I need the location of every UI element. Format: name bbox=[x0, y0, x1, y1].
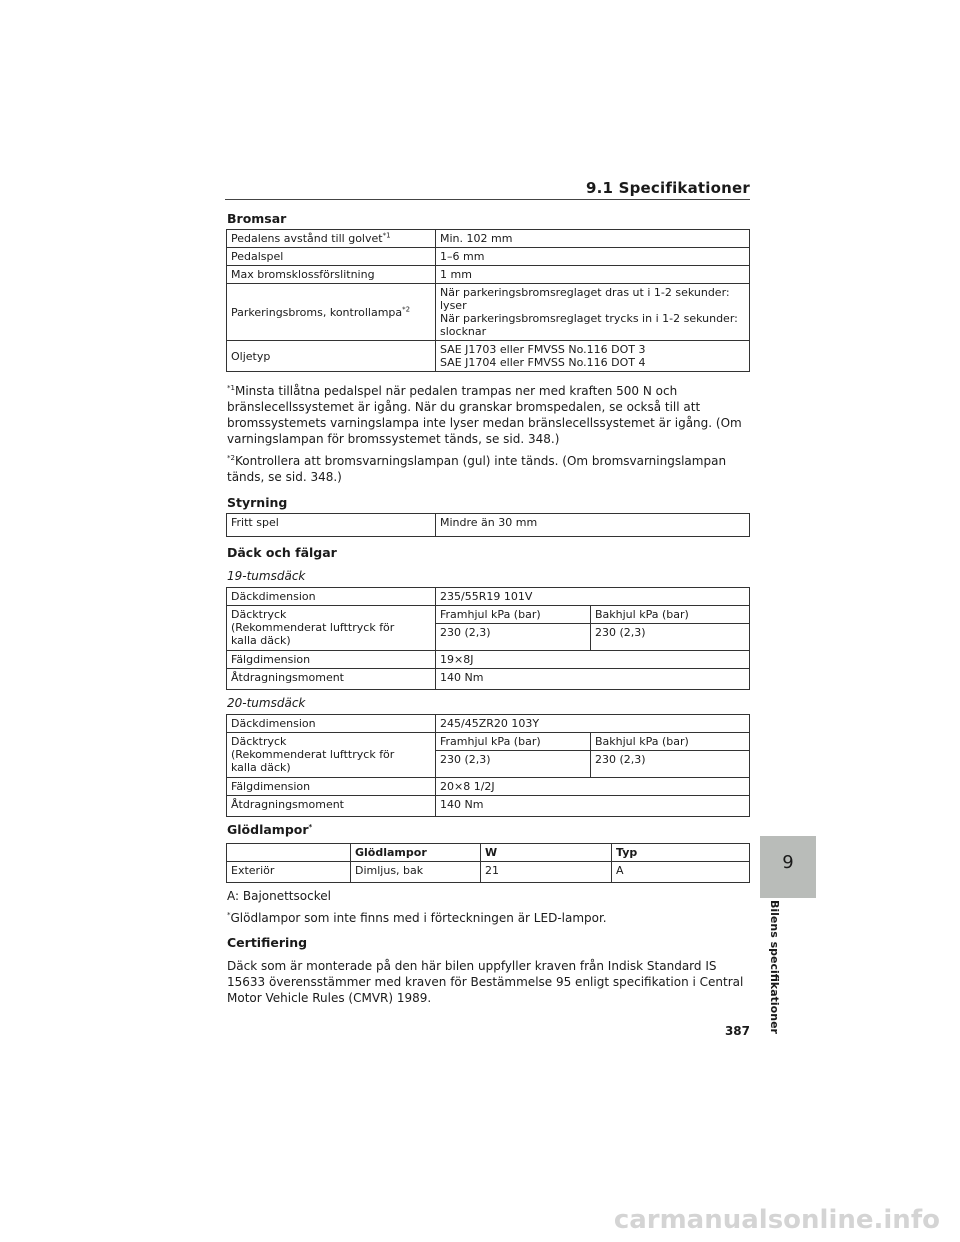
table-cell: Mindre än 30 mm bbox=[436, 514, 750, 537]
table-row bbox=[227, 844, 750, 862]
tire-19-table bbox=[226, 587, 750, 690]
table-cell: 230 (2,3) bbox=[591, 624, 750, 651]
table-cell: Fritt spel bbox=[227, 514, 436, 537]
table-cell: Fälgdimension bbox=[227, 778, 436, 796]
watermark: carmanualsonline.info bbox=[613, 1205, 940, 1235]
table-header: W bbox=[481, 844, 612, 862]
certification-text: Däck som är monterade på den här bilen uppfyller kraven från Indisk Standard IS 15633 överensstämmer med kraven för Bestämmelse 95 enligt specifikation i Central Motor Vehicle Rules (CMVR) 1989. bbox=[227, 959, 744, 1005]
bulbs-heading: Glödlampor* bbox=[227, 822, 313, 837]
certification-heading: Certifiering bbox=[227, 935, 308, 950]
steering-heading: Styrning bbox=[227, 495, 288, 510]
table-cell: Pedalspel bbox=[227, 248, 436, 266]
table-cell: 140 Nm bbox=[436, 796, 750, 817]
table-cell: Exteriör bbox=[227, 862, 351, 883]
table-cell: Däcktryck (Rekommenderat lufttryck för kalla däck) bbox=[227, 606, 436, 651]
table-row bbox=[227, 651, 750, 669]
bulbs-table bbox=[226, 843, 750, 883]
table-row bbox=[227, 248, 750, 266]
table-cell: 230 (2,3) bbox=[436, 751, 591, 778]
tire-19-title: 19-tumsdäck bbox=[227, 569, 306, 583]
table-cell: 235/55R19 101V bbox=[436, 588, 750, 606]
brakes-heading: Bromsar bbox=[227, 211, 287, 226]
table-cell: Åtdragningsmoment bbox=[227, 669, 436, 690]
table-row bbox=[227, 230, 750, 248]
table-row bbox=[227, 796, 750, 817]
tires-heading: Däck och fälgar bbox=[227, 545, 337, 560]
bulbs-legend: A: Bajonettsockel bbox=[227, 889, 331, 903]
table-row bbox=[227, 669, 750, 690]
table-cell: Framhjul kPa (bar) bbox=[436, 606, 591, 624]
table-cell: Däckdimension bbox=[227, 715, 436, 733]
table-cell: 19×8J bbox=[436, 651, 750, 669]
table-row bbox=[227, 606, 750, 624]
table-cell: Framhjul kPa (bar) bbox=[436, 733, 591, 751]
table-row bbox=[227, 341, 750, 372]
tire-20-title: 20-tumsdäck bbox=[227, 696, 306, 710]
table-cell: Max bromsklossförslitning bbox=[227, 266, 436, 284]
table-cell: Dimljus, bak bbox=[351, 862, 481, 883]
chapter-label: Bilens specifikationer bbox=[768, 900, 781, 1034]
table-row bbox=[227, 733, 750, 751]
bulbs-footnote: *Glödlampor som inte finns med i förteckningen är LED-lampor. bbox=[227, 911, 607, 925]
tire-20-table bbox=[226, 714, 750, 817]
table-cell: Däcktryck (Rekommenderat lufttryck för kalla däck) bbox=[227, 733, 436, 778]
table-cell: Pedalens avstånd till golvet$^{*1}$ bbox=[227, 230, 436, 248]
steering-table bbox=[226, 513, 750, 537]
page-header-title: 9.1 Specifikationer bbox=[586, 179, 750, 197]
table-cell: 1 mm bbox=[436, 266, 750, 284]
table-cell: Åtdragningsmoment bbox=[227, 796, 436, 817]
table-cell: A bbox=[612, 862, 750, 883]
table-row bbox=[227, 588, 750, 606]
table-row bbox=[227, 284, 750, 341]
table-cell: 140 Nm bbox=[436, 669, 750, 690]
table-cell: När parkeringsbromsreglaget dras ut i 1-2 sekunder: lyser När parkeringsbromsreglaget trycks in i 1-2 sekunder: slocknar bbox=[436, 284, 750, 341]
table-cell: Oljetyp bbox=[227, 341, 436, 372]
table-cell: Bakhjul kPa (bar) bbox=[591, 733, 750, 751]
table-header: Typ bbox=[612, 844, 750, 862]
table-cell: Fälgdimension bbox=[227, 651, 436, 669]
table-cell: 230 (2,3) bbox=[436, 624, 591, 651]
table-cell: Bakhjul kPa (bar) bbox=[591, 606, 750, 624]
table-cell: Däckdimension bbox=[227, 588, 436, 606]
table-cell: 1–6 mm bbox=[436, 248, 750, 266]
table-row bbox=[227, 715, 750, 733]
header-divider bbox=[225, 199, 750, 200]
table-cell: 245/45ZR20 103Y bbox=[436, 715, 750, 733]
table-header: Glödlampor bbox=[351, 844, 481, 862]
page-number: 387 bbox=[724, 1024, 750, 1038]
table-cell: SAE J1703 eller FMVSS No.116 DOT 3 SAE J1704 eller FMVSS No.116 DOT 4 bbox=[436, 341, 750, 372]
table-cell: Min. 102 mm bbox=[436, 230, 750, 248]
brakes-table bbox=[226, 229, 750, 372]
table-row bbox=[227, 514, 750, 537]
table-cell: 20×8 1/2J bbox=[436, 778, 750, 796]
table-row bbox=[227, 862, 750, 883]
table-row bbox=[227, 778, 750, 796]
table-row bbox=[227, 266, 750, 284]
chapter-number: 9 bbox=[782, 852, 794, 873]
table-cell: 21 bbox=[481, 862, 612, 883]
table-header bbox=[227, 844, 351, 862]
table-cell: Parkeringsbroms, kontrollampa$^{*2}$ bbox=[227, 284, 436, 341]
footnote-1: $^{*1}$Minsta tillåtna pedalspel när pedalen trampas ner med kraften 500 N och bränslecellssystemet är igång. När du granskar bromspedalen, se också till att bromssystemets varningslampa inte lyser medan bränslecellssystemet är igång. (Om varningslampan för bromssystemet tänds, se sid. 348.) bbox=[227, 384, 742, 446]
footnote-2: $^{*2}$Kontrollera att bromsvarningslampan (gul) inte tänds. (Om bromsvarningslampan tänds, se sid. 348.) bbox=[227, 454, 727, 484]
table-cell: 230 (2,3) bbox=[591, 751, 750, 778]
